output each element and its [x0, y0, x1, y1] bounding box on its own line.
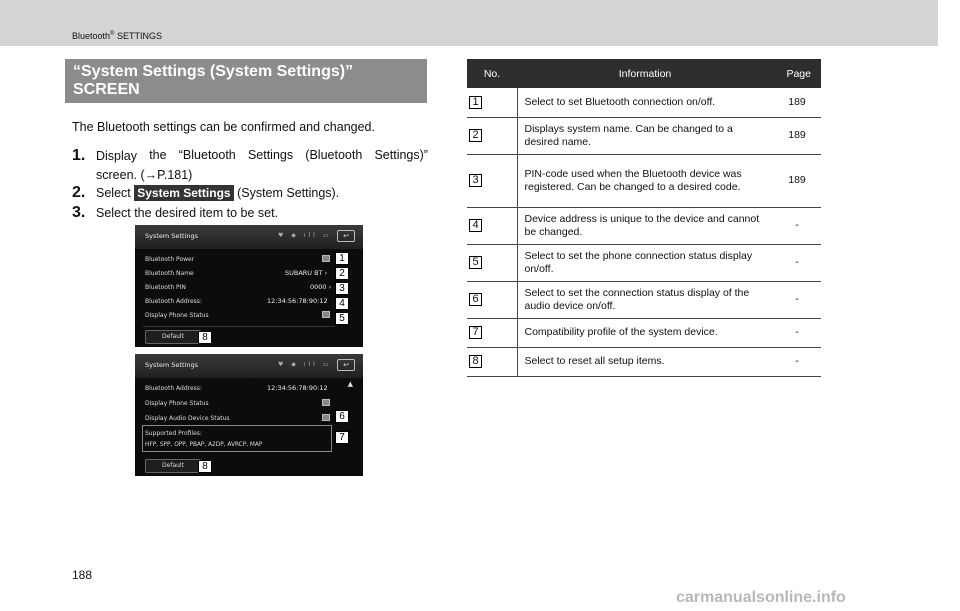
table-row: [467, 318, 821, 347]
row-page: -: [773, 347, 821, 376]
row-supported-profiles-value: HFP, SPP, OPP, PBAP, A2DP, AVRCP, MAP: [145, 442, 263, 448]
screenshot-system-settings-1: System Settings ♥ ◆ ıll ▭ ↩ Bluetooth Power Bluetooth Name SUBARU BT › Bluetooth PIN 0000 › Bluetooth Address: 12:34:56:78:90:12 Display Phone Status Default 1 2 3 4 5 8: [135, 225, 363, 347]
row-information: Device address is unique to the device and cannot be changed.: [517, 207, 773, 244]
back-icon[interactable]: ↩: [337, 359, 355, 371]
row-page: -: [773, 318, 821, 347]
callout-badge: 3: [335, 282, 349, 295]
row-page: 189: [773, 154, 821, 207]
table-row: [467, 347, 821, 376]
table-row: [467, 281, 821, 318]
row-bluetooth-address: Bluetooth Address:: [145, 385, 202, 392]
table-row: [467, 207, 821, 244]
step-1: 1. Display the “Bluetooth Settings (Bluetooth Settings)” screen. (→P.181): [72, 147, 428, 182]
callout-badge: 1: [335, 252, 349, 265]
watermark: carmanualsonline.info: [676, 589, 846, 606]
item-number: 4: [469, 219, 482, 232]
item-number: 7: [469, 326, 482, 339]
table-row: [467, 88, 821, 117]
row-page: 189: [773, 117, 821, 154]
row-page: 189: [773, 88, 821, 117]
row-information: Select to set the connection status display of the audio device on/off.: [517, 281, 773, 318]
checkbox-icon[interactable]: [322, 311, 330, 318]
screenshot-system-settings-2: System Settings ♥ ◆ ıll ▭ ↩ ▲ Bluetooth Address: 12:34:56:78:90:12 Display Phone Status Display Audio Device Status Supported Profiles: HFP, SPP, OPP, PBAP, A2DP, AVRCP, MAP Default 6 7 8: [135, 354, 363, 476]
callout-badge: 4: [335, 297, 349, 310]
default-button[interactable]: Default: [145, 459, 201, 473]
callout-badge: 7: [335, 431, 349, 444]
row-display-phone-status[interactable]: Display Phone Status: [145, 400, 209, 407]
section-heading-line1: “System Settings (System Settings)”: [73, 63, 354, 80]
col-no: No.: [467, 59, 517, 88]
callout-badge: 8: [198, 460, 212, 473]
back-icon[interactable]: ↩: [337, 230, 355, 242]
row-information: Select to set Bluetooth connection on/off.: [517, 88, 773, 117]
row-information: PIN-code used when the Bluetooth device was registered. Can be changed to a desired code.: [517, 154, 773, 207]
system-settings-chip: System Settings: [134, 185, 233, 201]
col-page: Page: [773, 59, 821, 88]
default-button[interactable]: Default: [145, 330, 201, 344]
row-supported-profiles-label: Supported Profiles:: [145, 430, 202, 437]
step-2: 2. Select System Settings (System Settings).: [72, 184, 340, 201]
col-information: Information: [517, 59, 773, 88]
section-heading: [65, 59, 427, 103]
row-information: Select to set the phone connection status display on/off.: [517, 244, 773, 281]
item-number: 3: [469, 174, 482, 187]
table-row: [467, 244, 821, 281]
callout-badge: 8: [198, 331, 212, 344]
row-information: Displays system name. Can be changed to a desired name.: [517, 117, 773, 154]
checkbox-icon[interactable]: [322, 255, 330, 262]
page-header-title: Bluetooth® SETTINGS: [72, 31, 162, 41]
checkbox-icon[interactable]: [322, 414, 330, 421]
step-3: 3. Select the desired item to be set.: [72, 204, 279, 221]
row-page: -: [773, 281, 821, 318]
row-bluetooth-power[interactable]: Bluetooth Power: [145, 256, 195, 263]
row-bluetooth-pin[interactable]: Bluetooth PIN: [145, 284, 186, 291]
settings-info-table: [467, 59, 821, 377]
status-icons: ♥ ◆ ıll ▭: [278, 361, 332, 368]
row-information: Select to reset all setup items.: [517, 347, 773, 376]
status-icons: ♥ ◆ ıll ▭: [278, 232, 332, 239]
scroll-up-icon[interactable]: ▲: [347, 380, 353, 388]
item-number: 6: [469, 293, 482, 306]
screen-header: System Settings ♥ ◆ ıll ▭ ↩: [135, 354, 363, 378]
callout-badge: 2: [335, 267, 349, 280]
item-number: 5: [469, 256, 482, 269]
page-number: 188: [72, 568, 93, 582]
row-bluetooth-address: Bluetooth Address:: [145, 298, 202, 305]
row-information: Compatibility profile of the system device.: [517, 318, 773, 347]
row-page: -: [773, 244, 821, 281]
row-display-audio-device-status[interactable]: Display Audio Device Status: [145, 415, 230, 422]
table-row: [467, 154, 821, 207]
item-number: 2: [469, 129, 482, 142]
table-row: [467, 117, 821, 154]
table-header-row: [467, 59, 821, 88]
row-page: -: [773, 207, 821, 244]
section-heading-line2: SCREEN: [73, 81, 140, 98]
intro-text: The Bluetooth settings can be confirmed and changed.: [72, 120, 375, 134]
row-bluetooth-name[interactable]: Bluetooth Name: [145, 270, 194, 277]
item-number: 1: [469, 96, 482, 109]
item-number: 8: [469, 355, 482, 368]
checkbox-icon[interactable]: [322, 399, 330, 406]
row-display-phone-status[interactable]: Display Phone Status: [145, 312, 209, 319]
callout-badge: 5: [335, 312, 349, 325]
page-header-bar: [0, 0, 938, 46]
callout-badge: 6: [335, 410, 349, 423]
screen-header: System Settings ♥ ◆ ıll ▭ ↩: [135, 225, 363, 249]
